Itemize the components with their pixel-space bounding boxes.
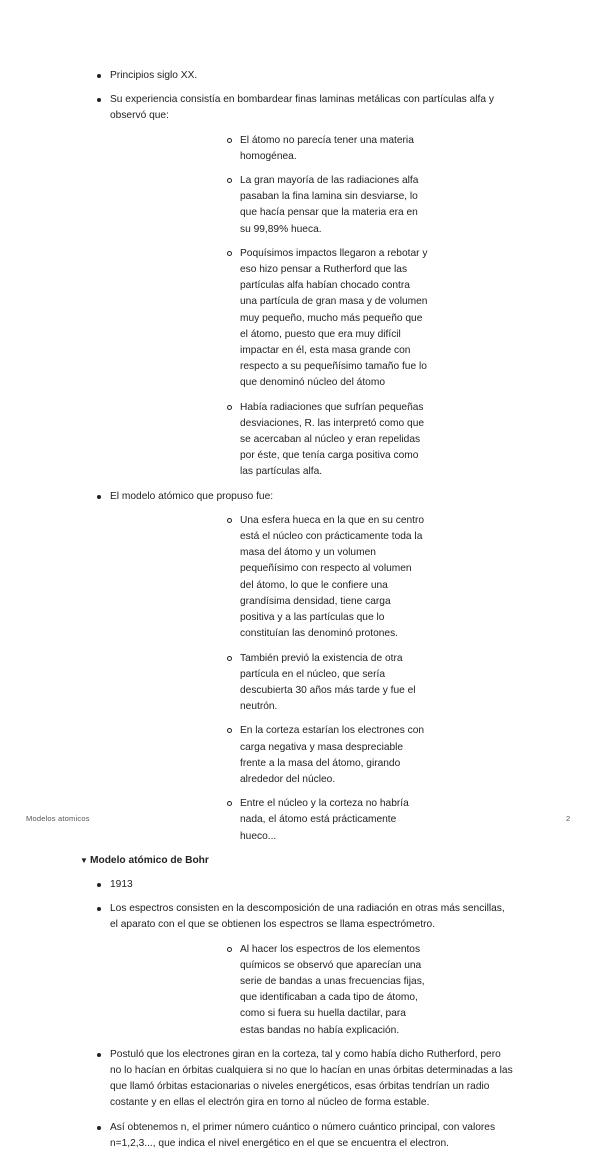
bohr-list — [0, 877, 600, 1152]
document-body — [0, 68, 600, 1160]
page-number: 2 — [566, 814, 571, 823]
sub-list-item: En la corteza estarían los electrones con carga negativa y masa despreciable frente a la masa del átomo, girando alrededor del núcleo. — [110, 723, 514, 788]
collapse-triangle-icon[interactable]: ▼ — [80, 855, 88, 865]
list-item: 1913 — [0, 877, 600, 893]
sub-list-item: El átomo no parecía tener una materia homogénea. — [110, 133, 514, 165]
sub-list-item: Al hacer los espectros de los elementos químicos se observó que aparecían una serie de bandas a unas frecuencias fijas, que identificaban a cada tipo de átomo, como si fuera su huella dactilar, para estas bandas no había explicación. — [110, 942, 514, 1039]
spectra-sub-list — [110, 942, 514, 1039]
sub-list-item: Entre el núcleo y la corteza no habría nada, el átomo está prácticamente hueco... — [110, 796, 514, 845]
section-heading-bohr[interactable] — [0, 853, 600, 869]
sub-list-item: Poquísimos impactos llegaron a rebotar y eso hizo pensar a Rutherford que las partículas alfa habían chocado contra una partícula de gran masa y de volumen muy pequeño, mucho más pequeño que el átomo, puesto que era muy difícil impactar en él, esta masa grande con respecto a su pequeñísimo tamaño fue lo que denominó núcleo del átomo — [110, 246, 514, 392]
sub-list-item: También previó la existencia de otra partícula en el núcleo, que sería descubierta 30 años más tarde y fue el neutrón. — [110, 651, 514, 716]
list-item: Así obtenemos n, el primer número cuántico o número cuántico principal, con valores n=1,2,3..., que indica el nivel energético en el que se encuentra el electron. — [0, 1120, 600, 1152]
list-item — [0, 92, 600, 480]
section-title: Modelo atómico de Bohr — [90, 854, 209, 866]
model-points-list — [110, 513, 514, 845]
footer-title: Modelos atomicos — [26, 814, 90, 823]
sub-list-item: Una esfera hueca en la que en su centro está el núcleo con prácticamente toda la masa del átomo y un volumen pequeñísimo con respecto al volumen del átomo, lo que le confiere una grandísima densidad, tiene carga positiva y a las partículas que lo constituían las denominó protones. — [110, 513, 514, 643]
list-item-text: Los espectros consisten en la descomposición de una radiación en otras más sencillas, el aparato con el que se obtienen los espectros se llama espectrómetro. — [110, 903, 505, 931]
sub-list-item: Había radiaciones que sufrían pequeñas desviaciones, R. las interpretó como que se acercaban al núcleo y eran repelidas por éste, que tenía carga positiva como las partículas alfa. — [110, 400, 514, 481]
list-item-text: El modelo atómico que propuso fue: — [110, 490, 274, 502]
list-item-text: Su experiencia consistía en bombardear finas laminas metálicas con partículas alfa y observó que: — [110, 94, 494, 122]
list-item: Principios siglo XX. — [0, 68, 600, 84]
list-item — [0, 489, 600, 845]
sub-list-item: La gran mayoría de las radiaciones alfa pasaban la fina lamina sin desviarse, lo que hacía pensar que la materia era en su 99,89% hueca. — [110, 173, 514, 238]
list-item — [0, 901, 600, 1039]
observations-list — [110, 133, 514, 481]
list-item: Postuló que los electrones giran en la corteza, tal y como había dicho Rutherford, pero no lo hacían en órbitas cualquiera si no que lo hacían en unas órbitas determinadas a las que llamó órbitas estacionarias o niveles energéticos, esas órbitas tendrían un radio costante y en ellas el electrón gira en torno al núcleo de forma estable. — [0, 1047, 600, 1112]
rutherford-list — [0, 68, 600, 845]
